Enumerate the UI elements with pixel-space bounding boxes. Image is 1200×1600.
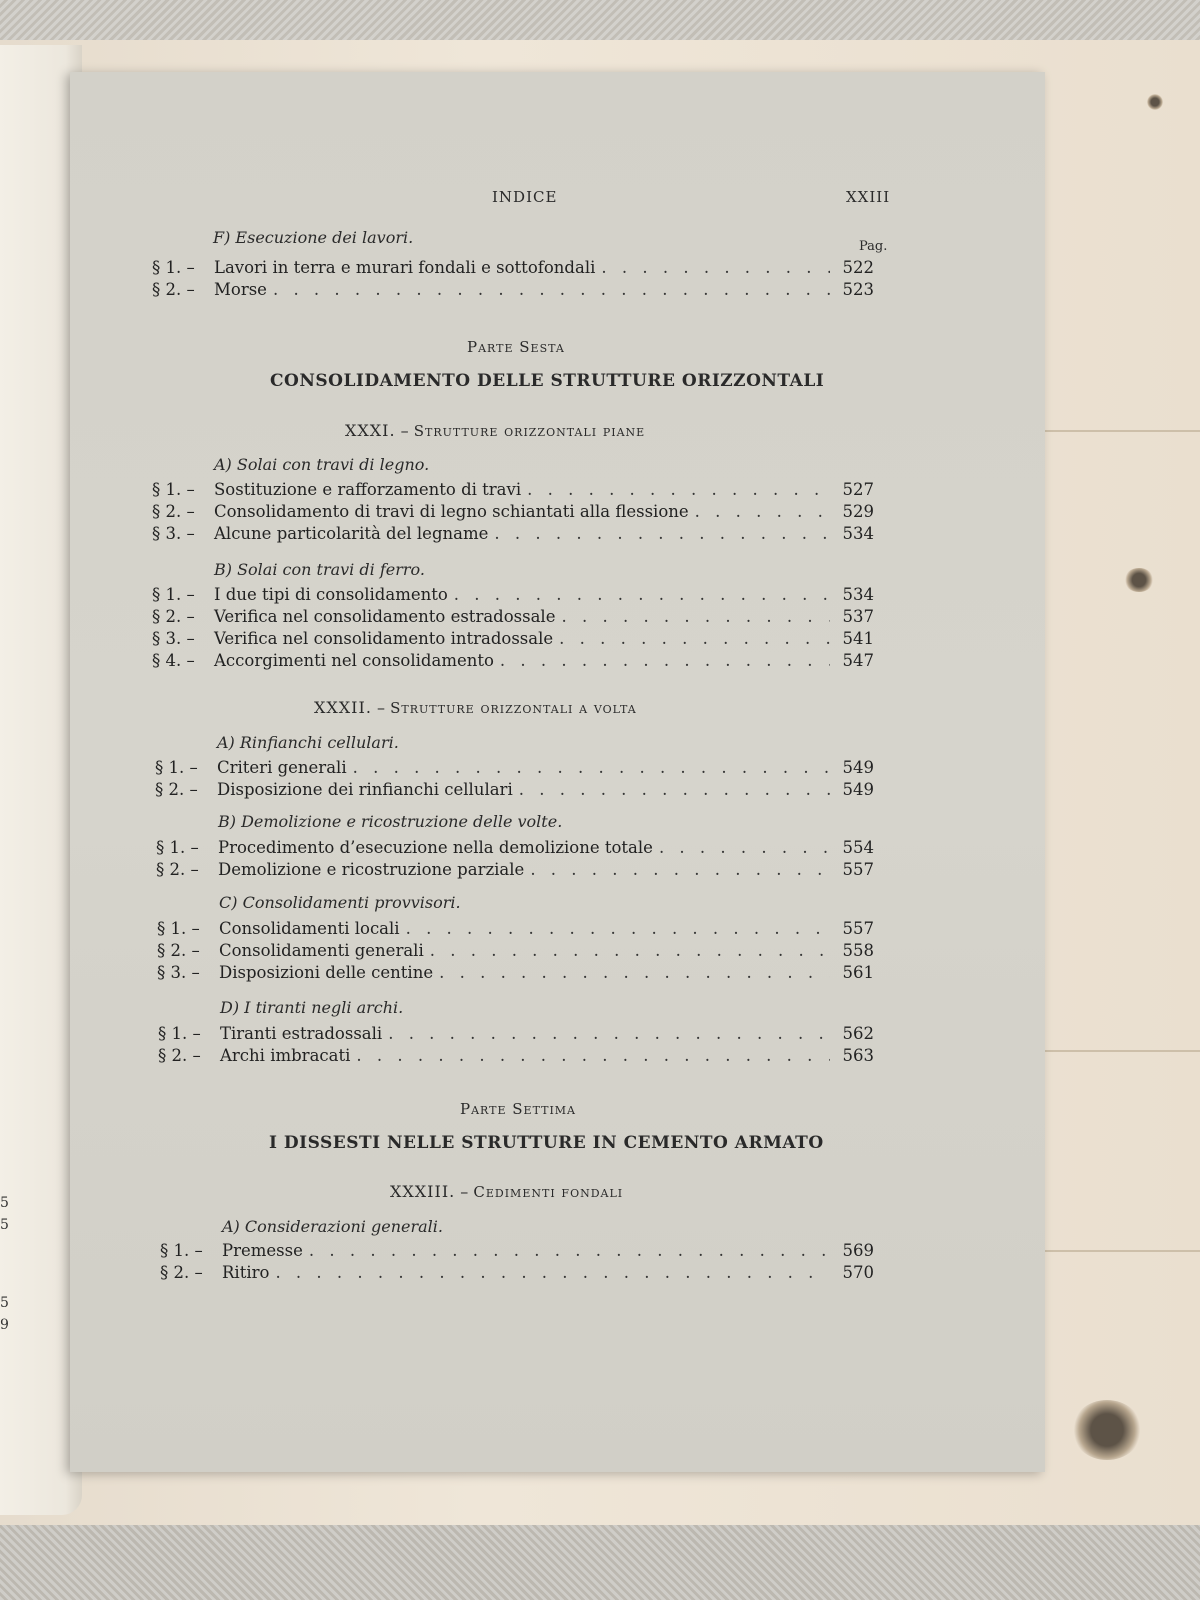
running-header-title: INDICE xyxy=(492,188,558,206)
toc-entry: § 2. – Archi imbracati . . . 563 xyxy=(158,1046,874,1068)
wood-knot xyxy=(1124,568,1154,592)
wood-knot xyxy=(1147,94,1163,110)
section-heading: A) Solai con travi di legno. xyxy=(214,455,430,474)
toc-entry: § 2. – Consolidamenti generali . . . 558 xyxy=(157,941,874,963)
toc-entry: § 1. – Criteri generali . . . 549 xyxy=(155,758,874,780)
toc-entry: § 2. – Demolizione e ricostruzione parziale . . . 557 xyxy=(156,860,874,882)
section-heading: A) Rinfianchi cellulari. xyxy=(217,733,399,752)
wood-knot xyxy=(1072,1400,1142,1460)
toc-entry: § 3. – Verifica nel consolidamento intradossale . . . 541 xyxy=(152,629,874,651)
pag-column-label: Pag. xyxy=(859,239,888,254)
chapter-heading: XXXIII. – Cedimenti fondali xyxy=(390,1182,624,1201)
section-heading: C) Consolidamenti provvisori. xyxy=(219,893,461,912)
section-heading: A) Considerazioni generali. xyxy=(222,1217,443,1236)
page-number: XXIII xyxy=(846,188,891,206)
toc-entry: § 2. – Verifica nel consolidamento estradossale . . . 537 xyxy=(152,607,874,629)
facing-page-digit: 9 xyxy=(0,1317,9,1333)
toc-entry: § 1. – Consolidamenti locali . . . 557 xyxy=(157,919,874,941)
toc-entry: § 2. – Morse . . . 523 xyxy=(152,280,874,302)
book-page xyxy=(70,72,1045,1472)
facing-page-digit: 5 xyxy=(0,1295,9,1311)
toc-entry: § 1. – I due tipi di consolidamento . . . 534 xyxy=(152,585,874,607)
toc-entry: § 2. – Consolidamento di travi di legno schiantati alla flessione . . . 529 xyxy=(152,502,874,524)
chapter-heading: XXXII. – Strutture orizzontali a volta xyxy=(314,698,637,717)
part-title: CONSOLIDAMENTO DELLE STRUTTURE ORIZZONTALI xyxy=(270,371,825,391)
toc-entry: § 1. – Premesse . . . 569 xyxy=(160,1241,874,1263)
section-heading: B) Solai con travi di ferro. xyxy=(214,560,425,579)
section-heading: D) I tiranti negli archi. xyxy=(220,998,404,1017)
facing-page-digit: 5 xyxy=(0,1217,9,1233)
chapter-heading: XXXI. – Strutture orizzontali piane xyxy=(345,421,646,440)
toc-entry: § 1. – Procedimento d’esecuzione nella demolizione totale . . . 554 xyxy=(156,838,874,860)
toc-entry: § 1. – Lavori in terra e murari fondali e sottofondali . . . 522 xyxy=(152,258,874,280)
section-heading: B) Demolizione e ricostruzione delle volte. xyxy=(218,812,563,831)
toc-entry: § 1. – Tiranti estradossali . . . 562 xyxy=(158,1024,874,1046)
plank-seam xyxy=(1040,1250,1200,1252)
toc-entry: § 2. – Disposizione dei rinfianchi cellulari . . . 549 xyxy=(155,780,874,802)
facing-page-digit: 5 xyxy=(0,1195,9,1211)
toc-entry: § 3. – Disposizioni delle centine . . . 561 xyxy=(157,963,874,985)
section-heading: F) Esecuzione dei lavori. xyxy=(213,228,414,247)
carpet-background-bottom xyxy=(0,1525,1200,1600)
part-label: Parte Sesta xyxy=(467,338,565,356)
plank-seam xyxy=(1040,430,1200,432)
part-title: I DISSESTI NELLE STRUTTURE IN CEMENTO ARMATO xyxy=(269,1133,824,1153)
part-label: Parte Settima xyxy=(460,1100,576,1118)
toc-entry: § 3. – Alcune particolarità del legname . . . 534 xyxy=(152,524,874,546)
toc-entry: § 1. – Sostituzione e rafforzamento di travi . . . 527 xyxy=(152,480,874,502)
toc-entry: § 2. – Ritiro . . . 570 xyxy=(160,1263,874,1285)
plank-seam xyxy=(1040,1050,1200,1052)
toc-entry: § 4. – Accorgimenti nel consolidamento . . . 547 xyxy=(152,651,874,673)
